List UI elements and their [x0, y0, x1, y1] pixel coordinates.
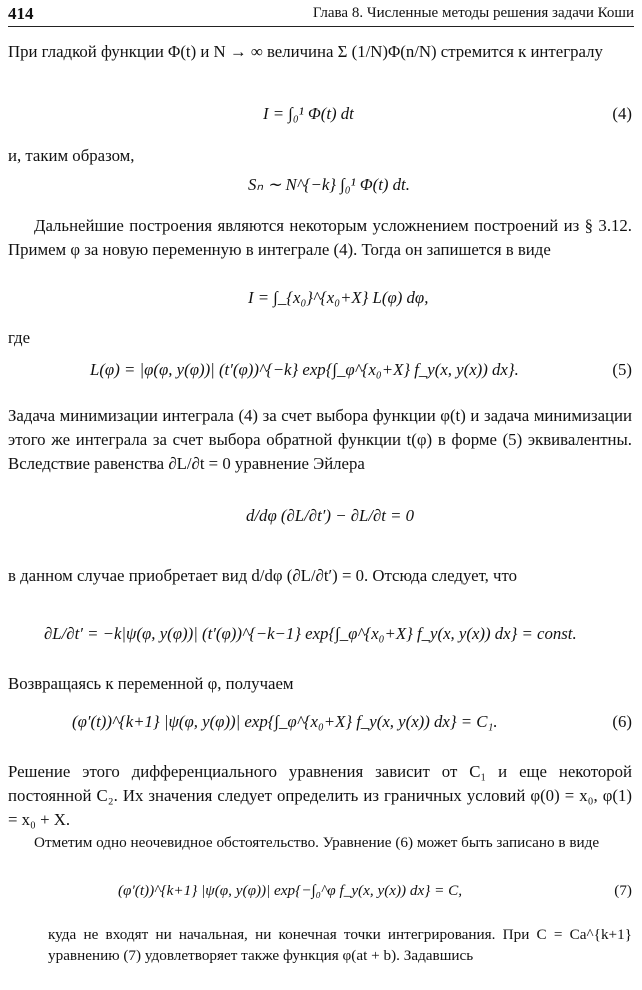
equation-dl-body: ∂L/∂t′ = −k|ψ(φ, y(φ))| (t′(φ))^{−k−1} exp{∫_φ^{x₀+X} f_y(x, y(x)) dx} = const. [44, 624, 577, 643]
equation-euler-body: d/dφ (∂L/∂t′) − ∂L/∂t = 0 [246, 506, 415, 525]
paragraph-6: в данном случае приобретает вид d/dφ (∂L/∂t′) = 0. Отсюда следует, что [8, 566, 517, 585]
equation-5 [8, 352, 632, 392]
equation-7 [8, 874, 632, 914]
equation-4 [8, 96, 632, 136]
paragraph-9: Отметим одно неочевидное обстоятельство. Уравнение (6) может быть записано в виде [34, 834, 600, 851]
paragraph-7: Возвращаясь к переменной φ, получаем [8, 674, 294, 693]
equation-dl [8, 616, 632, 656]
equation-sn [8, 166, 632, 206]
equation-7-body: (φ′(t))^{k+1} |ψ(φ, y(φ))| exp{−∫₀^φ f_y(x, y(x)) dx} = C, [118, 882, 463, 899]
running-header [8, 4, 634, 27]
equation-i-phi [8, 280, 632, 320]
equation-4-body: I = ∫₀¹ Φ(t) dt [263, 104, 354, 123]
equation-7-number: (7) [614, 882, 632, 899]
paragraph-8: Решение этого дифференциального уравнения зависит от C₁ и еще некоторой постоянной C₂. Их значения следует определить из граничных условий φ(0) = x₀, φ(1) = x₀ + X. [8, 762, 632, 829]
equation-5-number: (5) [612, 360, 632, 379]
paragraph-3: Дальнейшие построения являются некоторым усложнением построений из § 3.12. Примем φ за новую переменную в интеграле (4). Тогда он запишется в виде [8, 216, 632, 259]
paragraph-1: При гладкой функции Φ(t) и N → ∞ величина Σ (1/N)Φ(n/N) стремится к интегралу [8, 42, 603, 61]
equation-4-number: (4) [612, 104, 632, 123]
equation-sn-body: Sₙ ∼ N^{−k} ∫₀¹ Φ(t) dt. [248, 175, 410, 194]
paragraph-4: где [8, 328, 31, 347]
equation-euler [8, 498, 632, 538]
running-title: Глава 8. Численные методы решения задачи Коши [312, 5, 634, 21]
equation-6-number: (6) [612, 712, 632, 731]
equation-i-phi-body: I = ∫_{x₀}^{x₀+X} L(φ) dφ, [248, 288, 429, 307]
page-number: 414 [8, 4, 34, 23]
equation-6 [8, 704, 632, 744]
equation-6-body: (φ′(t))^{k+1} |ψ(φ, y(φ))| exp{∫_φ^{x₀+X} f_y(x, y(x)) dx} = C₁. [72, 712, 498, 731]
paragraph-10: куда не входят ни начальная, ни конечная точки интегрирования. При C = Ca^{k+1} уравнению (7) удовлетворяет также функция φ(at + b). Задавшись [48, 926, 632, 964]
paragraph-2: и, таким образом, [8, 146, 135, 165]
paragraph-5: Задача минимизации интеграла (4) за счет выбора функции φ(t) и задача минимизации этого же интеграла за счет выбора обратной функции t(φ) в форме (5) эквивалентны. Вследствие равенства ∂L/∂t = 0 уравнение Эйлера [8, 406, 632, 473]
equation-5-body: L(φ) = |φ(φ, y(φ))| (t′(φ))^{−k} exp{∫_φ^{x₀+X} f_y(x, y(x)) dx}. [90, 360, 519, 379]
